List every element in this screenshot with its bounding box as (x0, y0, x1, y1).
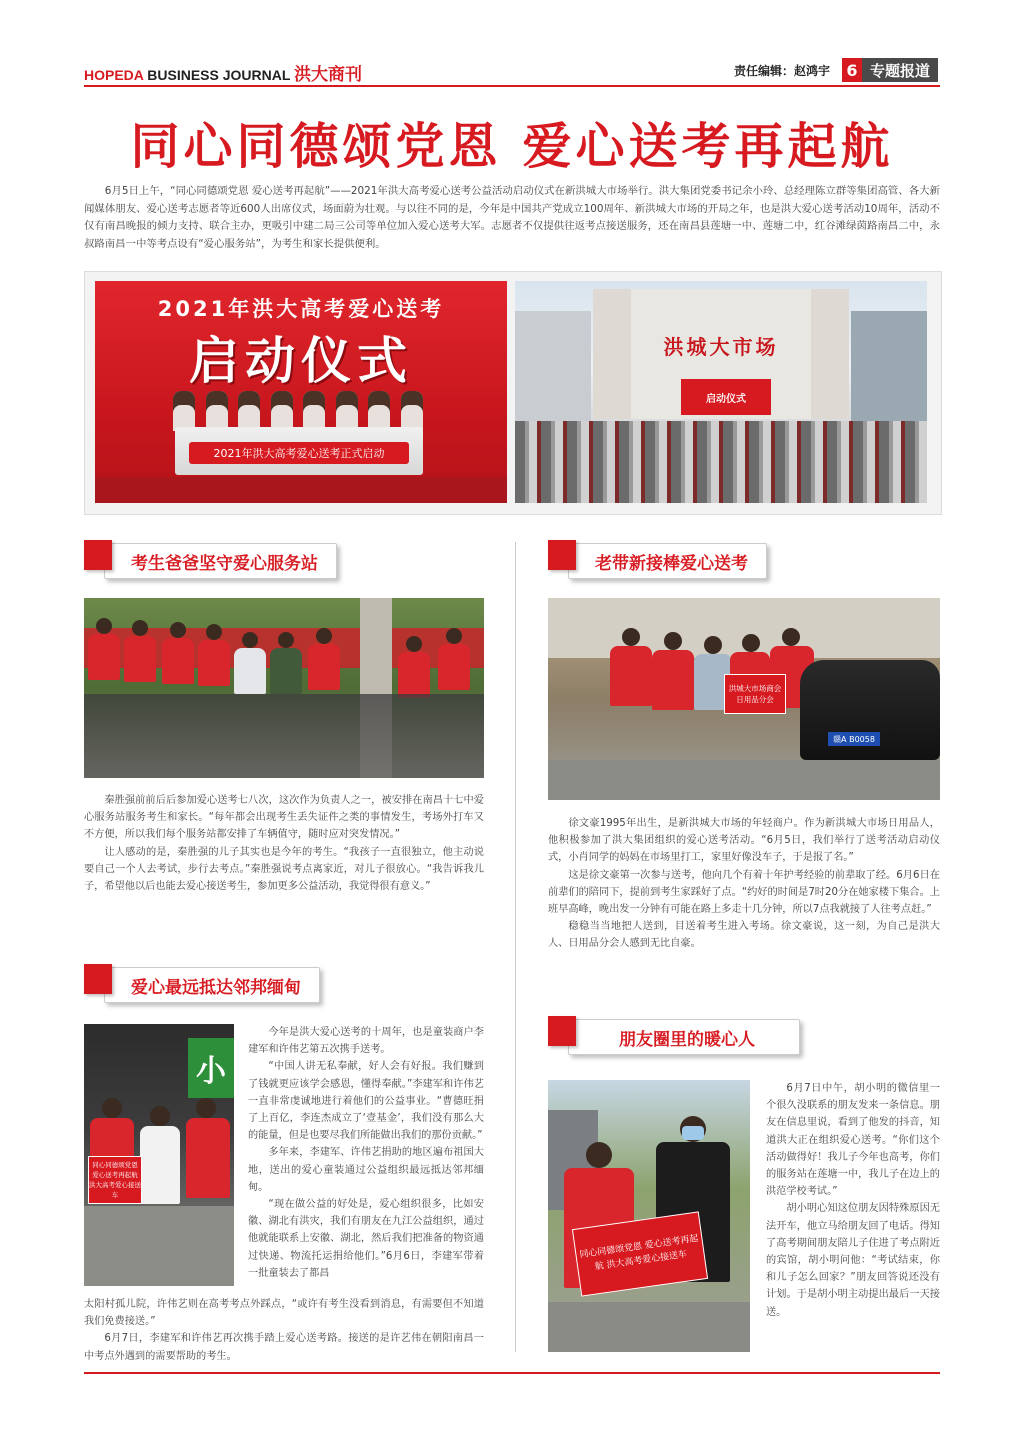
title-marker-square (548, 1016, 576, 1046)
section-title-3 (84, 966, 320, 1004)
launch-ceremony-photo (95, 281, 507, 503)
section-4-paragraph: 胡小明心知这位朋友因特殊原因无法开车，他立马给朋友回了电话。得知了高考期间朋友陪儿子住进了考点附近的宾馆，胡小明问他：“考试结束，你和儿子怎么回家？”朋友回答说还没有计划。于是胡小明主动提出最后一天接送。 (766, 1203, 940, 1318)
section-title-1-text: 考生爸爸坚守爱心服务站 (104, 543, 337, 579)
page-headline: 同心同德颂党恩 爱心送考再起航 (130, 117, 894, 175)
column-divider (515, 542, 516, 1352)
building-screen: 启动仪式 (681, 379, 771, 415)
building-sign: 洪城大市场 (663, 335, 779, 359)
section-3-paragraph: “中国人讲无私奉献，好人会有好报。我们赚到了钱就更应该学会感恩，懂得奉献。”李建军和许伟艺一直非常虔诚地进行着他们的公益事业。“曹德旺捐了上百亿，李连杰成立了‘壹基金’，我们没有那么大的能量，但是也要尽我们所能做出我们的那份贡献。” (248, 1061, 484, 1142)
section-2-paragraph: 稳稳当当地把人送到，目送着考生进入考场。徐文豪说，这一刻，为自己是洪大人、日用品分会人感到无比自豪。 (548, 921, 940, 950)
title-marker-square (84, 964, 112, 994)
title-marker-square (548, 540, 576, 570)
section-3-paragraph: 6月7日，李建军和许伟艺再次携手踏上爱心送考路。接送的是许艺伟在朝阳南昌一中考点外遇到的需要帮助的考生。 (84, 1333, 484, 1362)
service-station-group-photo (84, 598, 484, 778)
section-1-paragraph: 让人感动的是，秦胜强的儿子其实也是今年的考生。“我孩子一直很独立，他主动说要自己一个人去考试，步行去考点。”秦胜强说考点离家近，对儿子很放心。“我告诉我儿子，希望他以后也能去爱心接送考生，参加更多公益活动，我觉得很有意义。” (84, 846, 484, 893)
ceremony-banner-line2: 启动仪式 (189, 331, 413, 390)
footer-rule (84, 1372, 940, 1374)
market-building-photo (515, 281, 927, 503)
face-mask (682, 1126, 704, 1140)
pickup-car-banner: 同心同德颂党恩 爱心送考再起航 洪大高考爱心接送车 (88, 1156, 142, 1204)
section-3-paragraph: 太阳村孤儿院，许伟艺则在高考考点外踩点，“或许有考生没看到消息，有需要但不知道我们免费接送。” (84, 1299, 484, 1328)
charity-volunteers-photo (84, 1024, 234, 1286)
intro-paragraph: 6月5日上午，“同心同德颂党恩 爱心送考再起航”——2021年洪大高考爱心送考公益活动启动仪式在新洪城大市场举行。洪大集团党委书记余小玲、总经理陈立群等集团高管、各大新闻媒体朋友、爱心送考志愿者等近600人出席仪式，场面蔚为壮观。与以往不同的是，今年是中国共产党成立100周年、新洪城大市场的开局之年，也是洪大爱心送考活动10周年，活动不仅有南昌晚报的倾力支持、联合主办，更吸引中建二局三公司等单位加入爱心送考大军。志愿者不仅提供往返考点接送服务，还在南昌县莲塘一中、莲塘二中，红谷滩绿茵路南昌二中，永叔路南昌一中等考点设有“爱心服务站”，为考生和家长提供便利。 (84, 185, 940, 250)
section-3-full-body (84, 1296, 484, 1365)
section-name: 专题报道 (862, 58, 938, 82)
editor-name: 赵鸿宇 (793, 63, 830, 78)
section-3-paragraph: “现在做公益的好处是，爱心组织很多，比如安徽、湖北有洪灾，我们有朋友在九江公益组织，通过他就能联系上安徽、湖北，然后我们把准备的物资通过快递、物流托运捐给他们。”6月6日，李建军带着一批童装去了都昌 (248, 1199, 484, 1279)
license-plate: 赣A B0058 (828, 732, 880, 746)
section-title-4-text: 朋友圈里的暖心人 (568, 1019, 800, 1055)
pickup-car-banner: 同心同德颂党恩 爱心送考再起航 洪大高考爱心接送车 (572, 1211, 708, 1296)
podium-text: 2021年洪大高考爱心送考正式启动 (189, 442, 409, 464)
editor-label: 责任编辑： (733, 63, 794, 78)
section-2-paragraph: 这是徐文豪第一次参与送考，他向几个有着十年护考经验的前辈取了经。6月6日在前辈们的陪同下，提前到考生家踩好了点。“约好的时间是7时20分在她家楼下集合。上班早高峰，晚出发一分钟有可能在路上多走十几分钟，所以7点我就接了人往考点赶。” (548, 869, 940, 916)
section-title-2 (548, 542, 767, 580)
section-1-paragraph: 秦胜强前前后后参加爱心送考七八次，这次作为负责人之一，被安排在南昌十七中爱心服务站服务考生和家长。“每年都会出现考生丢失证件之类的事情发生，考场外打车又不方便，所以我们每个服务站都安排了车辆值守，随时应对突发情况。” (84, 795, 484, 841)
merchant-association-banner: 洪城大市场商会 日用品分会 (724, 674, 786, 714)
section-2-paragraph: 徐文豪1995年出生，是新洪城大市场的年轻商户。作为新洪城大市场日用品人，他积极参加了洪大集团组织的爱心送考活动。“6月5日，我们举行了送考活动启动仪式，小肖同学的妈妈在市场里打工，家里好像没车子，于是报了名。” (548, 818, 940, 864)
shop-sign: 小 (188, 1038, 234, 1098)
section-title-1 (84, 542, 337, 580)
ceremony-people-row (173, 391, 423, 431)
section-3-paragraph: 多年来，李建军、许伟艺捐助的地区遍布祖国大地，送出的爱心童装通过公益组织最远抵达邻邦缅甸。 (248, 1147, 484, 1193)
page-number: 6 (842, 58, 862, 82)
section-2-body (548, 815, 940, 953)
journal-masthead (84, 60, 362, 85)
section-1-body (84, 792, 484, 895)
section-title-3-text: 爱心最远抵达邻邦缅甸 (104, 967, 320, 1003)
section-4-body (766, 1080, 940, 1321)
top-photo-frame (84, 271, 942, 515)
header-rule (84, 85, 940, 87)
car-volunteers-photo (548, 598, 940, 800)
section-3-paragraph: 今年是洪大爱心送考的十周年，也是童装商户李建军和许伟艺第五次携手送考。 (248, 1027, 484, 1056)
title-marker-square (84, 540, 112, 570)
brand-suffix: BUSINESS JOURNAL (143, 67, 291, 83)
section-3-side-body (248, 1024, 484, 1282)
ceremony-banner-line1: 2021年洪大高考爱心送考 (157, 297, 445, 321)
brand-chinese: 洪大商刊 (294, 65, 363, 85)
friends-photo (548, 1080, 750, 1352)
section-4-paragraph: 6月7日中午，胡小明的微信里一个很久没联系的朋友发来一条信息。朋友在信息里说，看到了他发的抖音，知道洪大正在组织爱心送考。“你们这个活动做得好！我儿子今年也高考，你们的服务站在莲塘一中，我儿子在边上的洪范学校考试。” (766, 1083, 940, 1198)
ceremony-podium (175, 427, 423, 475)
section-title-4 (548, 1018, 800, 1056)
brand-prefix: HOPEDA (84, 67, 144, 83)
page-header-right (734, 58, 938, 82)
section-title-2-text: 老带新接棒爱心送考 (568, 543, 767, 579)
parking-lot-cars (515, 421, 927, 503)
